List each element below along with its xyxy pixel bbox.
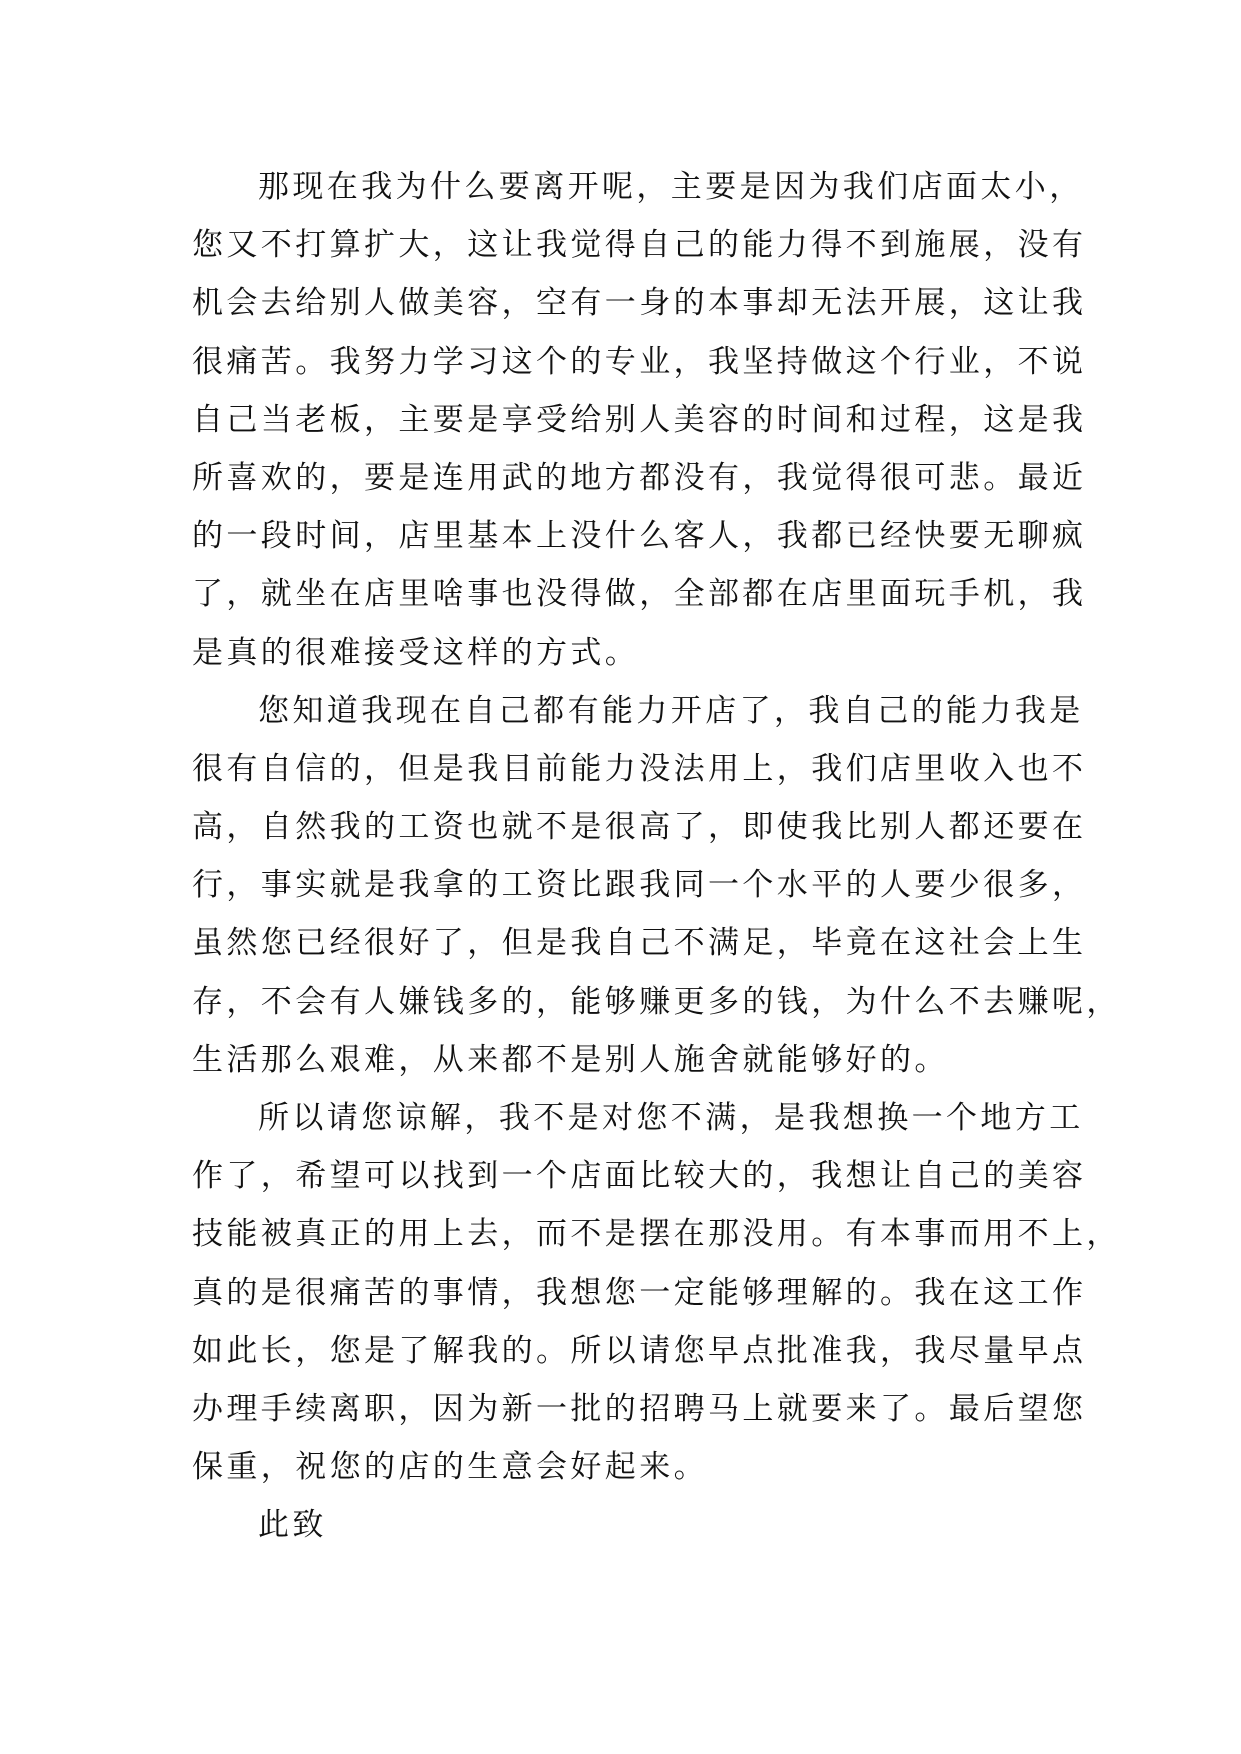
paragraph-line: 办理手续离职，因为新一批的招聘马上就要来了。最后望您 [192, 1390, 1087, 1427]
paragraph-line: 保重，祝您的店的生意会好起来。 [192, 1449, 708, 1486]
paragraph-line: 所喜欢的，要是连用武的地方都没有，我觉得很可悲。最近 [192, 459, 1087, 496]
paragraph-line: 很痛苦。我努力学习这个的专业，我坚持做这个行业，不说 [192, 343, 1087, 380]
paragraph-line: 存，不会有人嫌钱多的，能够赚更多的钱，为什么不去赚呢， [192, 983, 1121, 1020]
paragraph-line: 所以请您谅解，我不是对您不满，是我想换一个地方工 [258, 1100, 1084, 1136]
paragraph-line: 高，自然我的工资也就不是很高了，即使我比别人都还要在 [192, 809, 1087, 846]
paragraph-line: 很有自信的，但是我目前能力没法用上，我们店里收入也不 [192, 750, 1087, 787]
letter-body [192, 158, 1121, 1555]
closing-line: 此致 [258, 1507, 327, 1544]
paragraph-line: 作了，希望可以找到一个店面比较大的，我想让自己的美容 [192, 1158, 1087, 1195]
closing-salutation [192, 1496, 1052, 1554]
paragraph-line: 那现在我为什么要离开呢，主要是因为我们店面太小， [258, 169, 1084, 205]
paragraph-line: 机会去给别人做美容，空有一身的本事却无法开展，这让我 [192, 285, 1087, 322]
paragraph-line: 技能被真正的用上去，而不是摆在那没用。有本事而用不上， [192, 1216, 1121, 1253]
paragraph-line: 真的是很痛苦的事情，我想您一定能够理解的。我在这工作 [192, 1274, 1087, 1311]
paragraph-line: 如此长，您是了解我的。所以请您早点批准我，我尽量早点 [192, 1332, 1087, 1369]
paragraph-line: 您又不打算扩大，这让我觉得自己的能力得不到施展，没有 [192, 227, 1087, 264]
paragraph-line: 是真的很难接受这样的方式。 [192, 634, 640, 671]
paragraph-line: 行，事实就是我拿的工资比跟我同一个水平的人要少很多， [192, 867, 1087, 904]
paragraph-1 [192, 158, 1087, 682]
paragraph-line: 您知道我现在自己都有能力开店了，我自己的能力我是 [258, 692, 1084, 729]
paragraph-line: 虽然您已经很好了，但是我自己不满足，毕竟在这社会上生 [192, 925, 1087, 962]
paragraph-3 [192, 1089, 1121, 1496]
paragraph-2 [192, 682, 1121, 1089]
paragraph-line: 生活那么艰难，从来都不是别人施舍就能够好的。 [192, 1041, 949, 1078]
paragraph-line: 自己当老板，主要是享受给别人美容的时间和过程，这是我 [192, 401, 1087, 438]
paragraph-line: 的一段时间，店里基本上没什么客人，我都已经快要无聊疯 [192, 518, 1087, 555]
paragraph-line: 了，就坐在店里啥事也没得做，全部都在店里面玩手机，我 [192, 576, 1087, 613]
